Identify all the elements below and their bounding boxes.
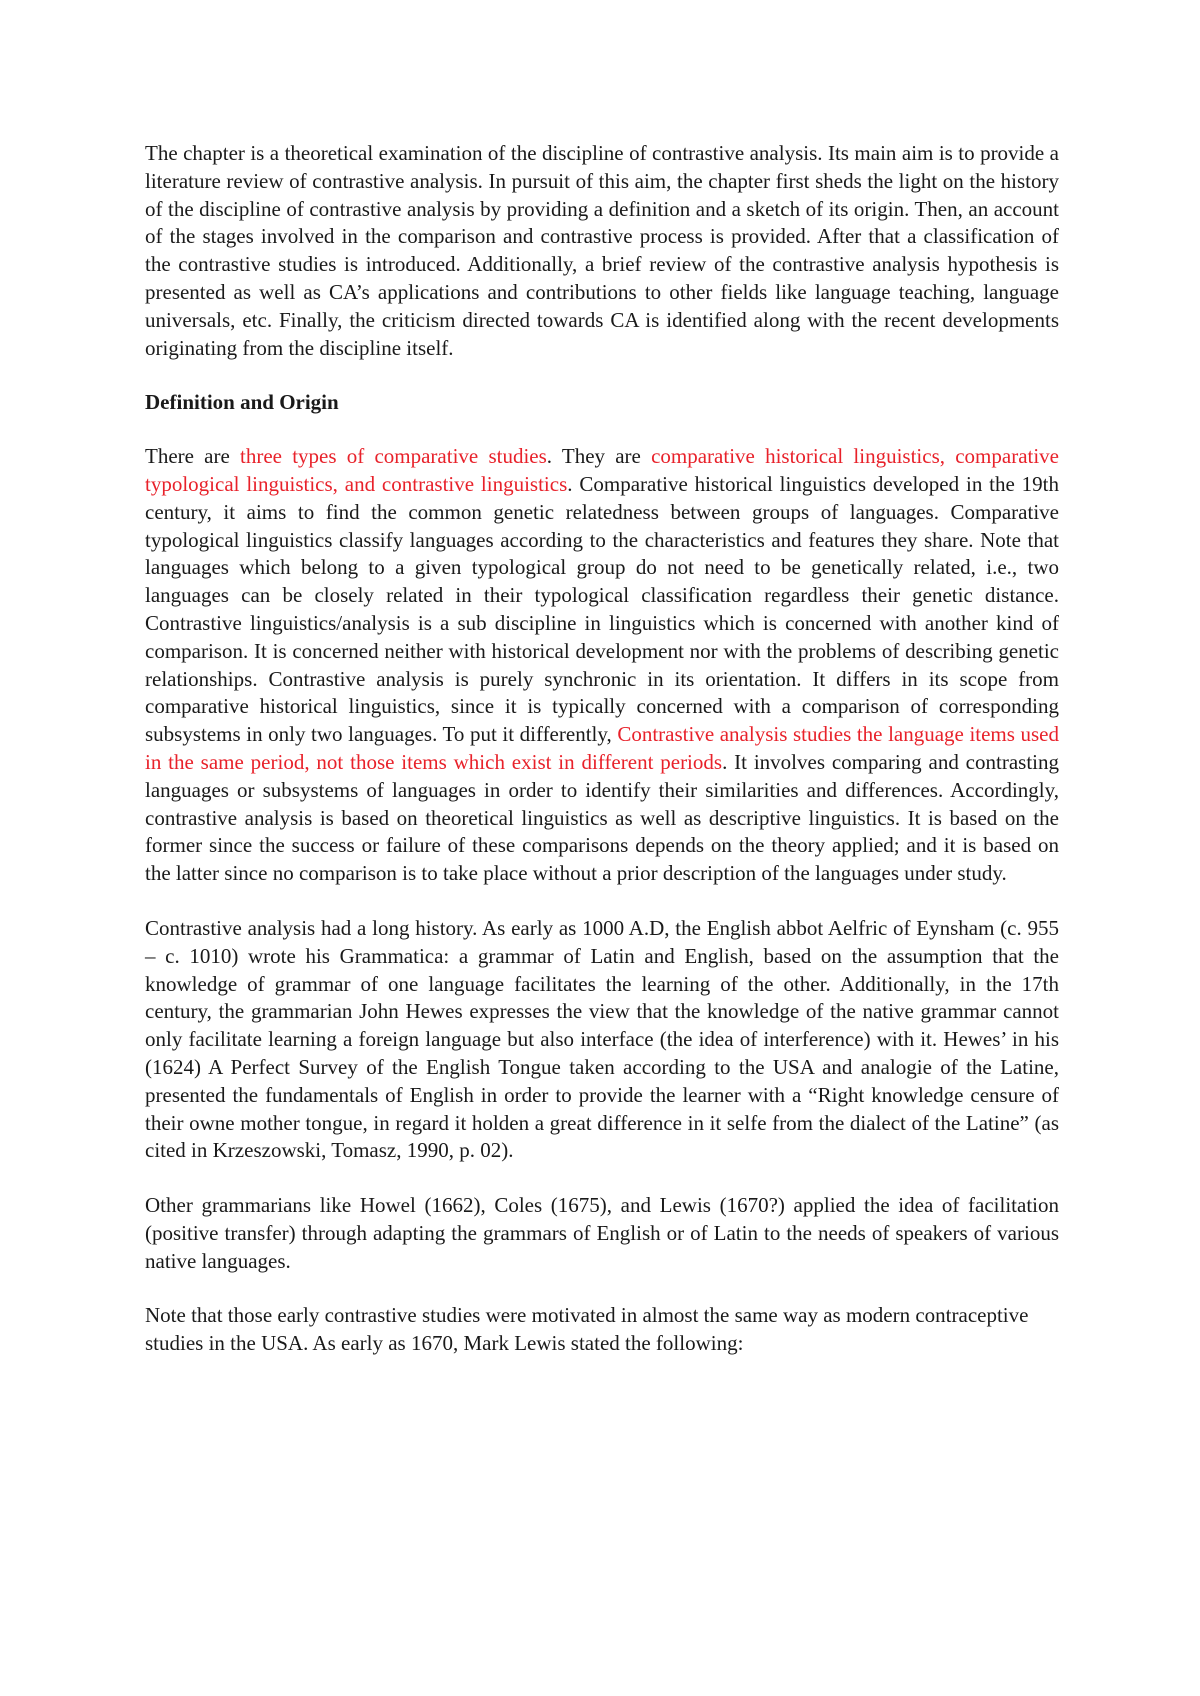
highlighted-text: three types of comparative studies: [240, 444, 547, 469]
highlighted-text: Contrastive analysis studies the language items used in the same period, not those items which exist in different periods: [145, 722, 1060, 774]
text-run: There are: [145, 444, 241, 469]
document-page: [145, 140, 1059, 1385]
text-run: . It involves comparing and contrasting languages or subsystems of languages in order to identify their similarities and differences. Accordingly, contrastive analysis is based on theoretical linguistics as well as descriptive linguistics. It is based on the former since the success or failure of these comparisons depends on the theory applied; and it is based on the latter since no comparison is to take place without a prior description of the languages under study.: [145, 749, 1059, 886]
section-heading: Definition and Origin: [145, 390, 339, 415]
definition-paragraph: [145, 443, 1059, 888]
intro-paragraph: The chapter is a theoretical examination of the discipline of contrastive analysis. Its main aim is to provide a literature review of contrastive analysis. In pursuit of this aim, the chapter first sheds the light on the history of the discipline of contrastive analysis by providing a definition and a sketch of its origin. Then, an account of the stages involved in the comparison and contrastive process is provided. After that a classification of the contrastive studies is introduced. Additionally, a brief review of the contrastive analysis hypothesis is presented as well as CA’s applications and contributions to other fields like language teaching, language universals, etc. Finally, the criticism directed towards CA is identified along with the recent developments originating from the discipline itself.: [145, 141, 1059, 360]
grammarians-paragraph: Other grammarians like Howel (1662), Coles (1675), and Lewis (1670?) applied the idea of facilitation (positive transfer) through adapting the grammars of English or of Latin to the needs of speakers of various native languages.: [145, 1193, 1059, 1273]
highlighted-text: comparative historical linguistics, comparative typological linguistics, and contrastive linguistics: [145, 444, 1060, 496]
history-paragraph: Contrastive analysis had a long history. As early as 1000 A.D, the English abbot Aelfric of Eynsham (c. 955 – c. 1010) wrote his Grammatica: a grammar of Latin and English, based on the assumption that the knowledge of grammar of one language facilitates the learning of the other. Additionally, in the 17th century, the grammarian John Hewes expresses the view that the knowledge of the native grammar cannot only facilitate learning a foreign language but also interface (the idea of interference) with it. Hewes’ in his (1624) A Perfect Survey of the English Tongue taken according to the USA and analogie of the Latine, presented the fundamentals of English in order to provide the learner with a “Right knowledge censure of their owne mother tongue, in regard it holden a great difference in it selfe from the dialect of the Latine” (as cited in Krzeszowski, Tomasz, 1990, p. 02).: [145, 915, 1059, 1163]
text-run: . They are: [546, 444, 652, 469]
closing-paragraph: Note that those early contrastive studies were motivated in almost the same way as modern contraceptive studies in the USA. As early as 1670, Mark Lewis stated the following:: [145, 1303, 1029, 1356]
text-run: . Comparative historical linguistics developed in the 19th century, it aims to find the common genetic relatedness between groups of languages. Comparative typological linguistics classify languages according to the characteristics and features they share. Note that languages which belong to a given typological group do not need to be genetically related, i.e., two languages can be closely related in their typological classification regardless their genetic distance. Contrastive linguistics/analysis is a sub discipline in linguistics which is concerned with another kind of comparison. It is concerned neither with historical development nor with the problems of describing genetic relationships. Contrastive analysis is purely synchronic in its orientation. It differs in its scope from comparative historical linguistics, since it is typically concerned with a comparison of corresponding subsystems in only two languages. To put it differently,: [145, 471, 1059, 747]
